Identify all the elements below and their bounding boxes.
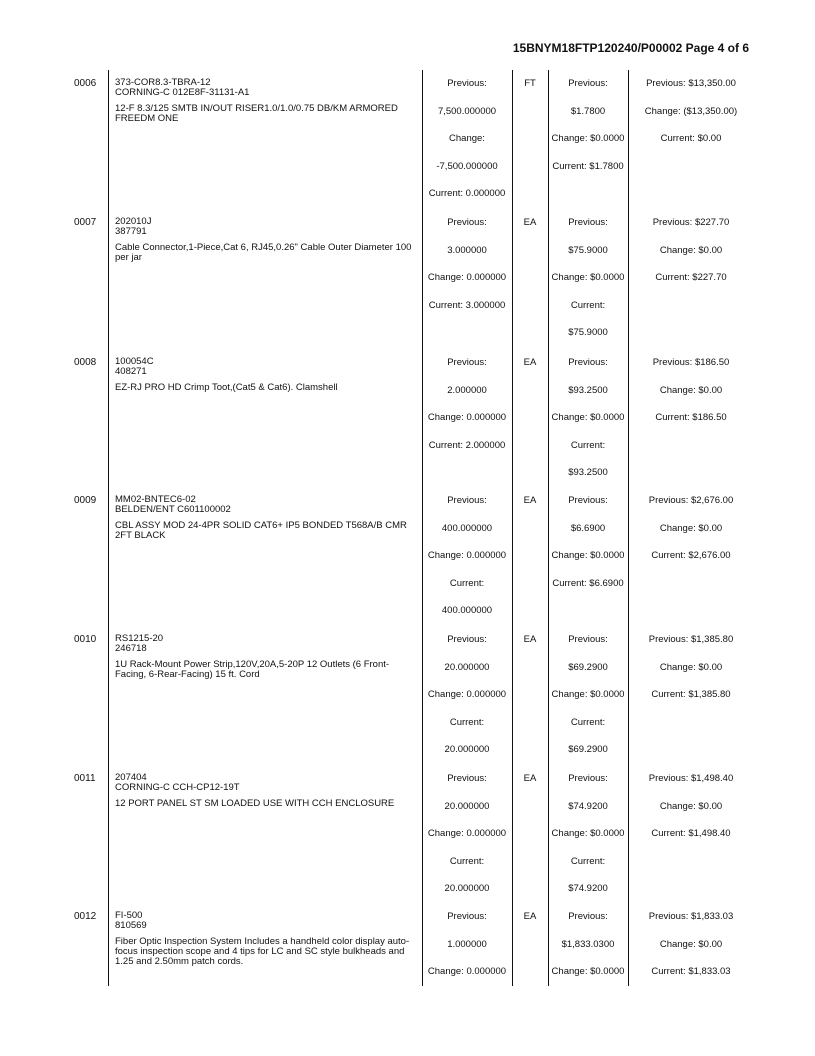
unit-price-value: Change: $0.0000 [551,133,625,144]
quantity-value: 20.000000 [444,883,490,894]
unit-price-value: Previous: [568,495,608,506]
part-number: 408271 [115,366,147,377]
quantity-value: Change: 0.000000 [427,272,507,283]
unit-value: EA [523,634,537,645]
line-number: 0008 [74,357,97,368]
item-description: Cable Connector,1-Piece,Cat 6, RJ45,0.26" Cable Outer Diameter 100 per jar [115,242,412,263]
quantity-cell [422,634,512,772]
quantity-value: Current: [449,577,485,589]
unit-price-value: Change: $0.0000 [551,412,625,423]
quantity-value: 400.000000 [441,522,493,534]
amount-cell [628,495,754,578]
quantity-value: Previous: [447,773,487,784]
amount-value: Change: $0.00 [659,661,723,673]
quantity-value: Current: 3.000000 [428,299,506,311]
unit-price-value: $74.9200 [568,800,608,812]
unit-price-value: Previous: [568,78,608,89]
unit-price-value: Current: $6.6900 [552,577,624,589]
quantity-value: Change: 0.000000 [427,550,507,561]
line-number: 0007 [74,217,97,228]
amount-value: Current: $2,676.00 [651,550,731,561]
unit-price-value: $1,833.0300 [561,938,615,950]
document-reference: 15BNYM18FTP120240/P00002 Page 4 of 6 [512,41,749,55]
amount-value: Change: $0.00 [659,384,723,396]
item-description: EZ-RJ PRO HD Crimp Toot,(Cat5 & Cat6). Clamshell [115,382,338,393]
item-description-cell [115,357,420,393]
unit-price-value: Current: [570,439,606,451]
amount-value: Change: $0.00 [659,244,723,256]
unit-price-cell [548,911,628,994]
unit-price-value: $75.9000 [568,244,608,256]
item-description: CBL ASSY MOD 24-4PR SOLID CAT6+ IP5 BONDED T568A/B CMR 2FT BLACK [115,520,407,541]
unit-price-value: $69.2900 [568,744,608,755]
quantity-value: Change: 0.000000 [427,689,507,700]
quantity-cell [422,217,512,327]
quantity-cell [422,78,512,216]
quantity-value: Previous: [447,78,487,89]
quantity-value: Previous: [447,911,487,922]
item-description: Fiber Optic Inspection System Includes a handheld color display auto-focus inspection scope and 4 tips for LC and SC style bulkheads and 1.25 and 2.50mm patch cords. [115,936,410,967]
line-number: 0011 [74,773,96,784]
amount-value: Previous: $227.70 [652,217,730,228]
quantity-cell [422,911,512,994]
quantity-value: Change: 0.000000 [427,966,507,977]
unit-price-value: Current: [570,716,606,728]
amount-cell [628,217,754,300]
item-description-cell [115,773,420,809]
quantity-value: 2.000000 [447,384,487,396]
unit-price-value: Previous: [568,217,608,228]
quantity-value: Current: 2.000000 [428,439,506,451]
quantity-value: 20.000000 [444,661,490,673]
quantity-value: Current: [449,716,485,728]
amount-cell [628,911,754,994]
quantity-value: 1.000000 [447,938,487,950]
column-divider-description [108,70,109,986]
amount-value: Current: $1,833.03 [651,966,731,977]
line-number: 0009 [74,495,97,506]
item-description-cell [115,78,420,124]
amount-value: Change: $0.00 [659,938,723,950]
unit-price-value: Current: [570,855,606,867]
amount-value: Previous: $2,676.00 [648,495,734,506]
unit-price-value: $93.2500 [568,467,608,478]
quantity-cell [422,357,512,467]
unit-price-value: Previous: [568,357,608,368]
part-number: MM02-BNTEC6-02 [115,494,196,505]
part-number: 207404 [115,772,147,783]
quantity-value: -7,500.000000 [436,160,498,172]
amount-value: Change: ($13,350.00) [644,105,738,117]
part-number: FI-500 [115,910,143,921]
quantity-cell [422,495,512,633]
item-description: 12 PORT PANEL ST SM LOADED USE WITH CCH ENCLOSURE [115,798,395,809]
unit-value: FT [524,78,536,89]
amount-cell [628,773,754,856]
amount-value: Change: $0.00 [659,522,723,534]
part-number: BELDEN/ENT C601100002 [115,504,231,515]
unit-price-value: $74.9200 [568,883,608,894]
unit-cell [512,634,548,662]
quantity-value: Change: 0.000000 [427,412,507,423]
unit-price-cell [548,357,628,495]
quantity-value: Previous: [447,634,487,645]
unit-price-value: $93.2500 [568,384,608,396]
amount-cell [628,634,754,717]
part-number: 387791 [115,226,147,237]
part-number: 246718 [115,643,147,654]
line-number: 0006 [74,78,97,89]
item-description-cell [115,634,420,680]
quantity-value: Change: 0.000000 [427,828,507,839]
amount-value: Current: $186.50 [655,412,727,423]
part-number: 100054C [115,356,154,367]
unit-price-value: Change: $0.0000 [551,966,625,977]
unit-price-value: Change: $0.0000 [551,828,625,839]
line-number: 0010 [74,634,97,645]
amount-value: Current: $0.00 [660,133,722,144]
column-divider-unit [512,70,513,986]
unit-price-value: Change: $0.0000 [551,272,625,283]
unit-value: EA [523,217,537,228]
unit-cell [512,911,548,939]
unit-cell [512,495,548,523]
unit-cell [512,773,548,801]
amount-value: Previous: $1,833.03 [648,911,734,922]
amount-value: Current: $1,385.80 [651,689,731,700]
unit-value: EA [523,911,537,922]
quantity-value: 7,500.000000 [437,105,497,117]
unit-price-value: Previous: [568,911,608,922]
quantity-value: Current: 0.000000 [428,188,506,199]
quantity-value: 20.000000 [444,800,490,812]
unit-price-value: $75.9000 [568,327,608,338]
quantity-value: Previous: [447,217,487,228]
quantity-value: Current: [449,855,485,867]
unit-cell [512,357,548,385]
unit-price-value: Current: [570,299,606,311]
quantity-value: Previous: [447,495,487,506]
unit-price-cell [548,495,628,605]
quantity-value: 400.000000 [441,605,493,616]
unit-price-value: Previous: [568,773,608,784]
part-number: CORNING-C CCH-CP12-19T [115,782,240,793]
unit-value: EA [523,495,537,506]
item-description: 1U Rack-Mount Power Strip,120V,20A,5-20P 12 Outlets (6 Front-Facing, 6-Rear-Facing) 15 ft. Cord [115,659,390,680]
unit-price-value: $1.7800 [570,105,606,117]
part-number: 373-COR8.3-TBRA-12 [115,77,211,88]
unit-value: EA [523,773,537,784]
amount-value: Previous: $13,350.00 [646,78,736,89]
item-description: 12-F 8.3/125 SMTB IN/OUT RISER1.0/1.0/0.75 DB/KM ARMORED FREEDM ONE [115,103,398,124]
amount-value: Current: $1,498.40 [651,828,731,839]
unit-cell [512,78,548,106]
item-description-cell [115,217,420,263]
unit-price-value: $69.2900 [568,661,608,673]
unit-cell [512,217,548,245]
unit-price-cell [548,634,628,772]
amount-cell [628,357,754,440]
amount-value: Current: $227.70 [655,272,727,283]
quantity-value: Change: [449,133,485,144]
unit-price-value: $6.6900 [570,522,606,534]
amount-value: Previous: $1,498.40 [648,773,734,784]
part-number: RS1215-20 [115,633,164,644]
amount-value: Change: $0.00 [659,800,723,812]
quantity-value: Previous: [447,357,487,368]
unit-price-value: Previous: [568,634,608,645]
unit-price-value: Change: $0.0000 [551,689,625,700]
unit-price-cell [548,217,628,355]
unit-price-cell [548,78,628,188]
part-number: 810569 [115,920,147,931]
amount-value: Previous: $1,385.80 [648,634,734,645]
unit-value: EA [523,357,537,368]
unit-price-cell [548,773,628,911]
amount-value: Previous: $186.50 [652,357,730,368]
item-description-cell [115,495,420,541]
unit-price-value: Change: $0.0000 [551,550,625,561]
quantity-value: 3.000000 [447,244,487,256]
part-number: 202010J [115,216,152,227]
line-number: 0012 [74,911,97,922]
part-number: CORNING-C 012E8F-31131-A1 [115,87,250,98]
quantity-cell [422,773,512,911]
unit-price-value: Current: $1.7800 [552,160,624,172]
amount-cell [628,78,754,161]
item-description-cell [115,911,420,967]
quantity-value: 20.000000 [444,744,490,755]
